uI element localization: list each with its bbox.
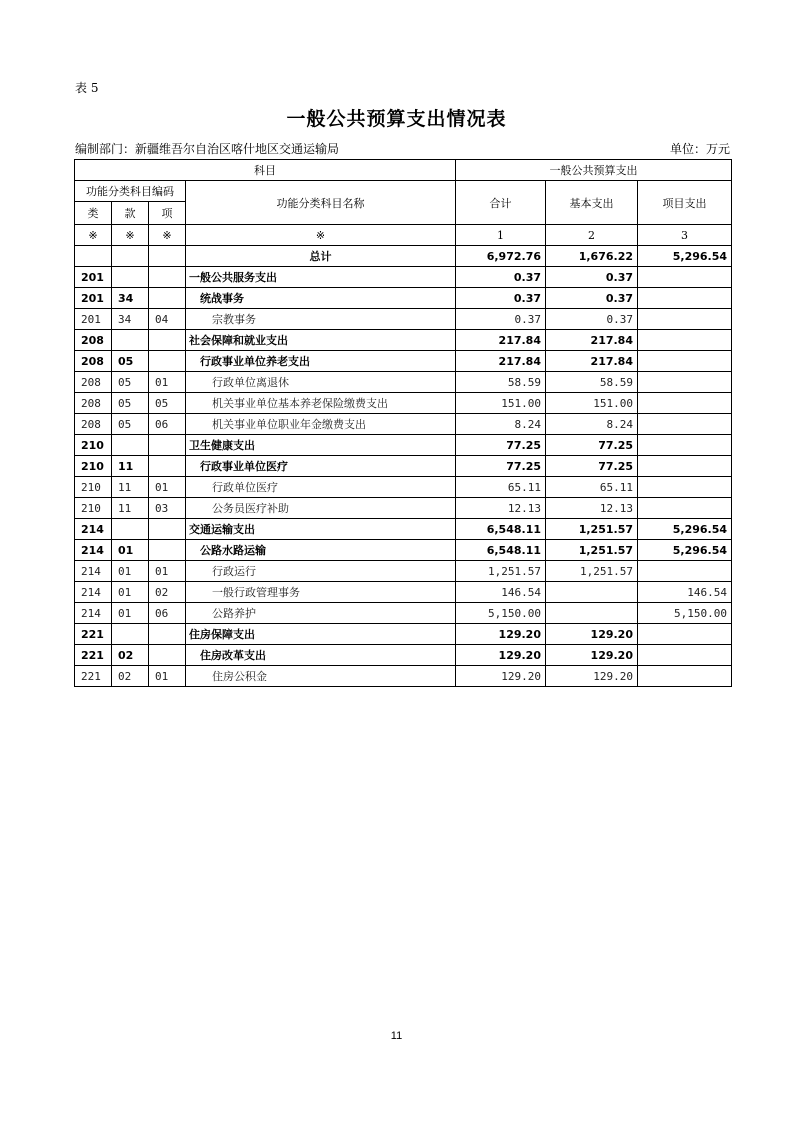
xiang-cell [149,288,186,309]
project-amount: 5,296.54 [638,540,732,561]
table-row [75,498,732,519]
kuan-cell: 01 [112,561,149,582]
xiang-cell [149,330,186,351]
lei-cell: 208 [75,414,112,435]
lei-cell: 201 [75,309,112,330]
xiang-cell: 03 [149,498,186,519]
xiang-cell [149,456,186,477]
total-amount: 129.20 [456,666,546,687]
project-amount: 5,150.00 [638,603,732,624]
xiang-cell [149,435,186,456]
project-amount [638,309,732,330]
document-title: 一般公共预算支出情况表 [286,108,507,130]
kuan-cell: 11 [112,456,149,477]
kuan-cell: 34 [112,309,149,330]
subject-name-cell: 行政单位医疗 [186,477,456,498]
kuan-cell [112,246,149,267]
kuan-cell: 34 [112,288,149,309]
subject-name-cell: 行政事业单位养老支出 [186,351,456,372]
mark-cell: ※ [112,225,149,246]
project-amount [638,393,732,414]
subject-name-cell: 机关事业单位职业年金缴费支出 [186,414,456,435]
kuan-cell: 05 [112,372,149,393]
project-amount [638,351,732,372]
total-label: 总计 [186,246,456,267]
total-amount: 0.37 [456,267,546,288]
project-header: 项目支出 [638,181,732,225]
project-amount [638,330,732,351]
project-amount [638,561,732,582]
basic-amount: 0.37 [546,267,638,288]
xiang-cell: 01 [149,561,186,582]
kuan-cell: 01 [112,582,149,603]
basic-amount: 65.11 [546,477,638,498]
xiang-cell [149,624,186,645]
table-row [75,624,732,645]
basic-amount: 1,676.22 [546,246,638,267]
basic-amount: 0.37 [546,288,638,309]
mark-cell: ※ [186,225,456,246]
project-amount [638,666,732,687]
kuan-cell [112,624,149,645]
subject-name-cell: 公路水路运输 [186,540,456,561]
table-row [75,666,732,687]
total-amount: 1,251.57 [456,561,546,582]
table-row [75,267,732,288]
subject-name-cell: 行政运行 [186,561,456,582]
name-header: 功能分类科目名称 [186,181,456,225]
lei-cell: 214 [75,540,112,561]
total-amount: 0.37 [456,309,546,330]
xiang-cell: 06 [149,414,186,435]
table-row [75,456,732,477]
kuan-cell: 05 [112,393,149,414]
basic-amount [546,603,638,624]
lei-cell: 208 [75,351,112,372]
basic-amount: 129.20 [546,666,638,687]
total-amount: 8.24 [456,414,546,435]
subject-name-cell: 行政事业单位医疗 [186,456,456,477]
total-amount: 151.00 [456,393,546,414]
project-amount [638,477,732,498]
total-amount: 77.25 [456,435,546,456]
lei-cell: 214 [75,603,112,624]
total-header: 合计 [456,181,546,225]
subject-name-cell: 统战事务 [186,288,456,309]
total-amount: 6,548.11 [456,540,546,561]
subject-name-cell: 公路养护 [186,603,456,624]
mark-cell: ※ [149,225,186,246]
lei-cell: 214 [75,519,112,540]
table-row [75,582,732,603]
lei-cell: 201 [75,267,112,288]
project-amount [638,645,732,666]
xiang-cell: 01 [149,666,186,687]
total-amount: 5,150.00 [456,603,546,624]
mark-cell: ※ [75,225,112,246]
department-label: 编制部门：新疆维吾尔自治区喀什地区交通运输局 [75,142,340,156]
xiang-cell [149,351,186,372]
total-amount: 77.25 [456,456,546,477]
basic-amount: 77.25 [546,435,638,456]
header-row-1 [75,160,732,181]
basic-amount: 0.37 [546,309,638,330]
basic-amount: 1,251.57 [546,519,638,540]
total-row [75,246,732,267]
subject-header: 科目 [75,160,456,181]
kuan-cell: 02 [112,645,149,666]
kuan-cell [112,330,149,351]
total-amount: 217.84 [456,351,546,372]
subject-name-cell: 住房保障支出 [186,624,456,645]
lei-cell: 201 [75,288,112,309]
xiang-cell: 05 [149,393,186,414]
basic-amount: 151.00 [546,393,638,414]
basic-amount: 129.20 [546,624,638,645]
basic-amount: 129.20 [546,645,638,666]
project-amount: 146.54 [638,582,732,603]
page-number: 11 [390,1030,403,1042]
table-number-label: 表 5 [75,81,99,95]
project-amount [638,372,732,393]
basic-amount: 12.13 [546,498,638,519]
project-amount: 5,296.54 [638,246,732,267]
kuan-cell [112,435,149,456]
basic-amount: 58.59 [546,372,638,393]
project-amount [638,498,732,519]
xiang-cell [149,267,186,288]
table-row [75,477,732,498]
total-amount: 217.84 [456,330,546,351]
subject-name-cell: 宗教事务 [186,309,456,330]
lei-cell: 208 [75,372,112,393]
subject-name-cell: 卫生健康支出 [186,435,456,456]
lei-cell: 210 [75,498,112,519]
project-amount [638,267,732,288]
xiang-cell: 01 [149,477,186,498]
lei-cell: 210 [75,477,112,498]
xiang-cell: 01 [149,372,186,393]
subject-name-cell: 社会保障和就业支出 [186,330,456,351]
header-row-2 [75,181,732,202]
project-amount [638,414,732,435]
kuan-cell: 01 [112,540,149,561]
kuan-cell [112,519,149,540]
table-row [75,645,732,666]
lei-cell [75,246,112,267]
total-amount: 146.54 [456,582,546,603]
lei-cell: 214 [75,561,112,582]
basic-amount: 1,251.57 [546,540,638,561]
table-row [75,540,732,561]
lei-cell: 221 [75,666,112,687]
total-amount: 65.11 [456,477,546,498]
xiang-cell: 04 [149,309,186,330]
subject-name-cell: 行政单位离退休 [186,372,456,393]
project-amount [638,624,732,645]
column-number-3: 3 [638,225,732,246]
lei-cell: 208 [75,393,112,414]
table-row [75,435,732,456]
unit-label: 单位：万元 [669,142,730,156]
lei-header: 类 [75,202,112,225]
subject-name-cell: 机关事业单位基本养老保险缴费支出 [186,393,456,414]
lei-cell: 221 [75,645,112,666]
xiang-cell [149,645,186,666]
lei-cell: 221 [75,624,112,645]
table-body [75,246,732,687]
total-amount: 129.20 [456,624,546,645]
budget-group-header: 一般公共预算支出 [456,160,732,181]
basic-amount: 1,251.57 [546,561,638,582]
xiang-cell [149,540,186,561]
column-number-2: 2 [546,225,638,246]
basic-amount: 77.25 [546,456,638,477]
subject-name-cell: 一般行政管理事务 [186,582,456,603]
table-row [75,393,732,414]
column-number-1: 1 [456,225,546,246]
lei-cell: 210 [75,456,112,477]
subject-name-cell: 公务员医疗补助 [186,498,456,519]
basic-amount: 217.84 [546,351,638,372]
kuan-cell: 05 [112,414,149,435]
subject-name-cell: 住房改革支出 [186,645,456,666]
lei-cell: 208 [75,330,112,351]
subject-name-cell: 一般公共服务支出 [186,267,456,288]
project-amount [638,456,732,477]
project-amount [638,288,732,309]
code-group-header: 功能分类科目编码 [75,181,186,202]
xiang-header: 项 [149,202,186,225]
total-amount: 0.37 [456,288,546,309]
table-row [75,519,732,540]
xiang-cell [149,519,186,540]
table-row [75,561,732,582]
project-amount [638,435,732,456]
kuan-cell: 02 [112,666,149,687]
subject-name-cell: 交通运输支出 [186,519,456,540]
table-row [75,351,732,372]
basic-header: 基本支出 [546,181,638,225]
table-row [75,288,732,309]
total-amount: 129.20 [456,645,546,666]
total-amount: 12.13 [456,498,546,519]
lei-cell: 210 [75,435,112,456]
basic-amount: 8.24 [546,414,638,435]
xiang-cell: 02 [149,582,186,603]
table-row [75,603,732,624]
project-amount: 5,296.54 [638,519,732,540]
table-row [75,309,732,330]
header-row-4 [75,225,732,246]
table-row [75,330,732,351]
subject-name-cell: 住房公积金 [186,666,456,687]
total-amount: 58.59 [456,372,546,393]
total-amount: 6,972.76 [456,246,546,267]
table-row [75,414,732,435]
xiang-cell: 06 [149,603,186,624]
total-amount: 6,548.11 [456,519,546,540]
kuan-cell: 11 [112,477,149,498]
lei-cell: 214 [75,582,112,603]
kuan-header: 款 [112,202,149,225]
kuan-cell: 11 [112,498,149,519]
kuan-cell: 05 [112,351,149,372]
basic-amount: 217.84 [546,330,638,351]
budget-expenditure-table [74,159,732,687]
kuan-cell [112,267,149,288]
kuan-cell: 01 [112,603,149,624]
xiang-cell [149,246,186,267]
basic-amount [546,582,638,603]
table-row [75,372,732,393]
